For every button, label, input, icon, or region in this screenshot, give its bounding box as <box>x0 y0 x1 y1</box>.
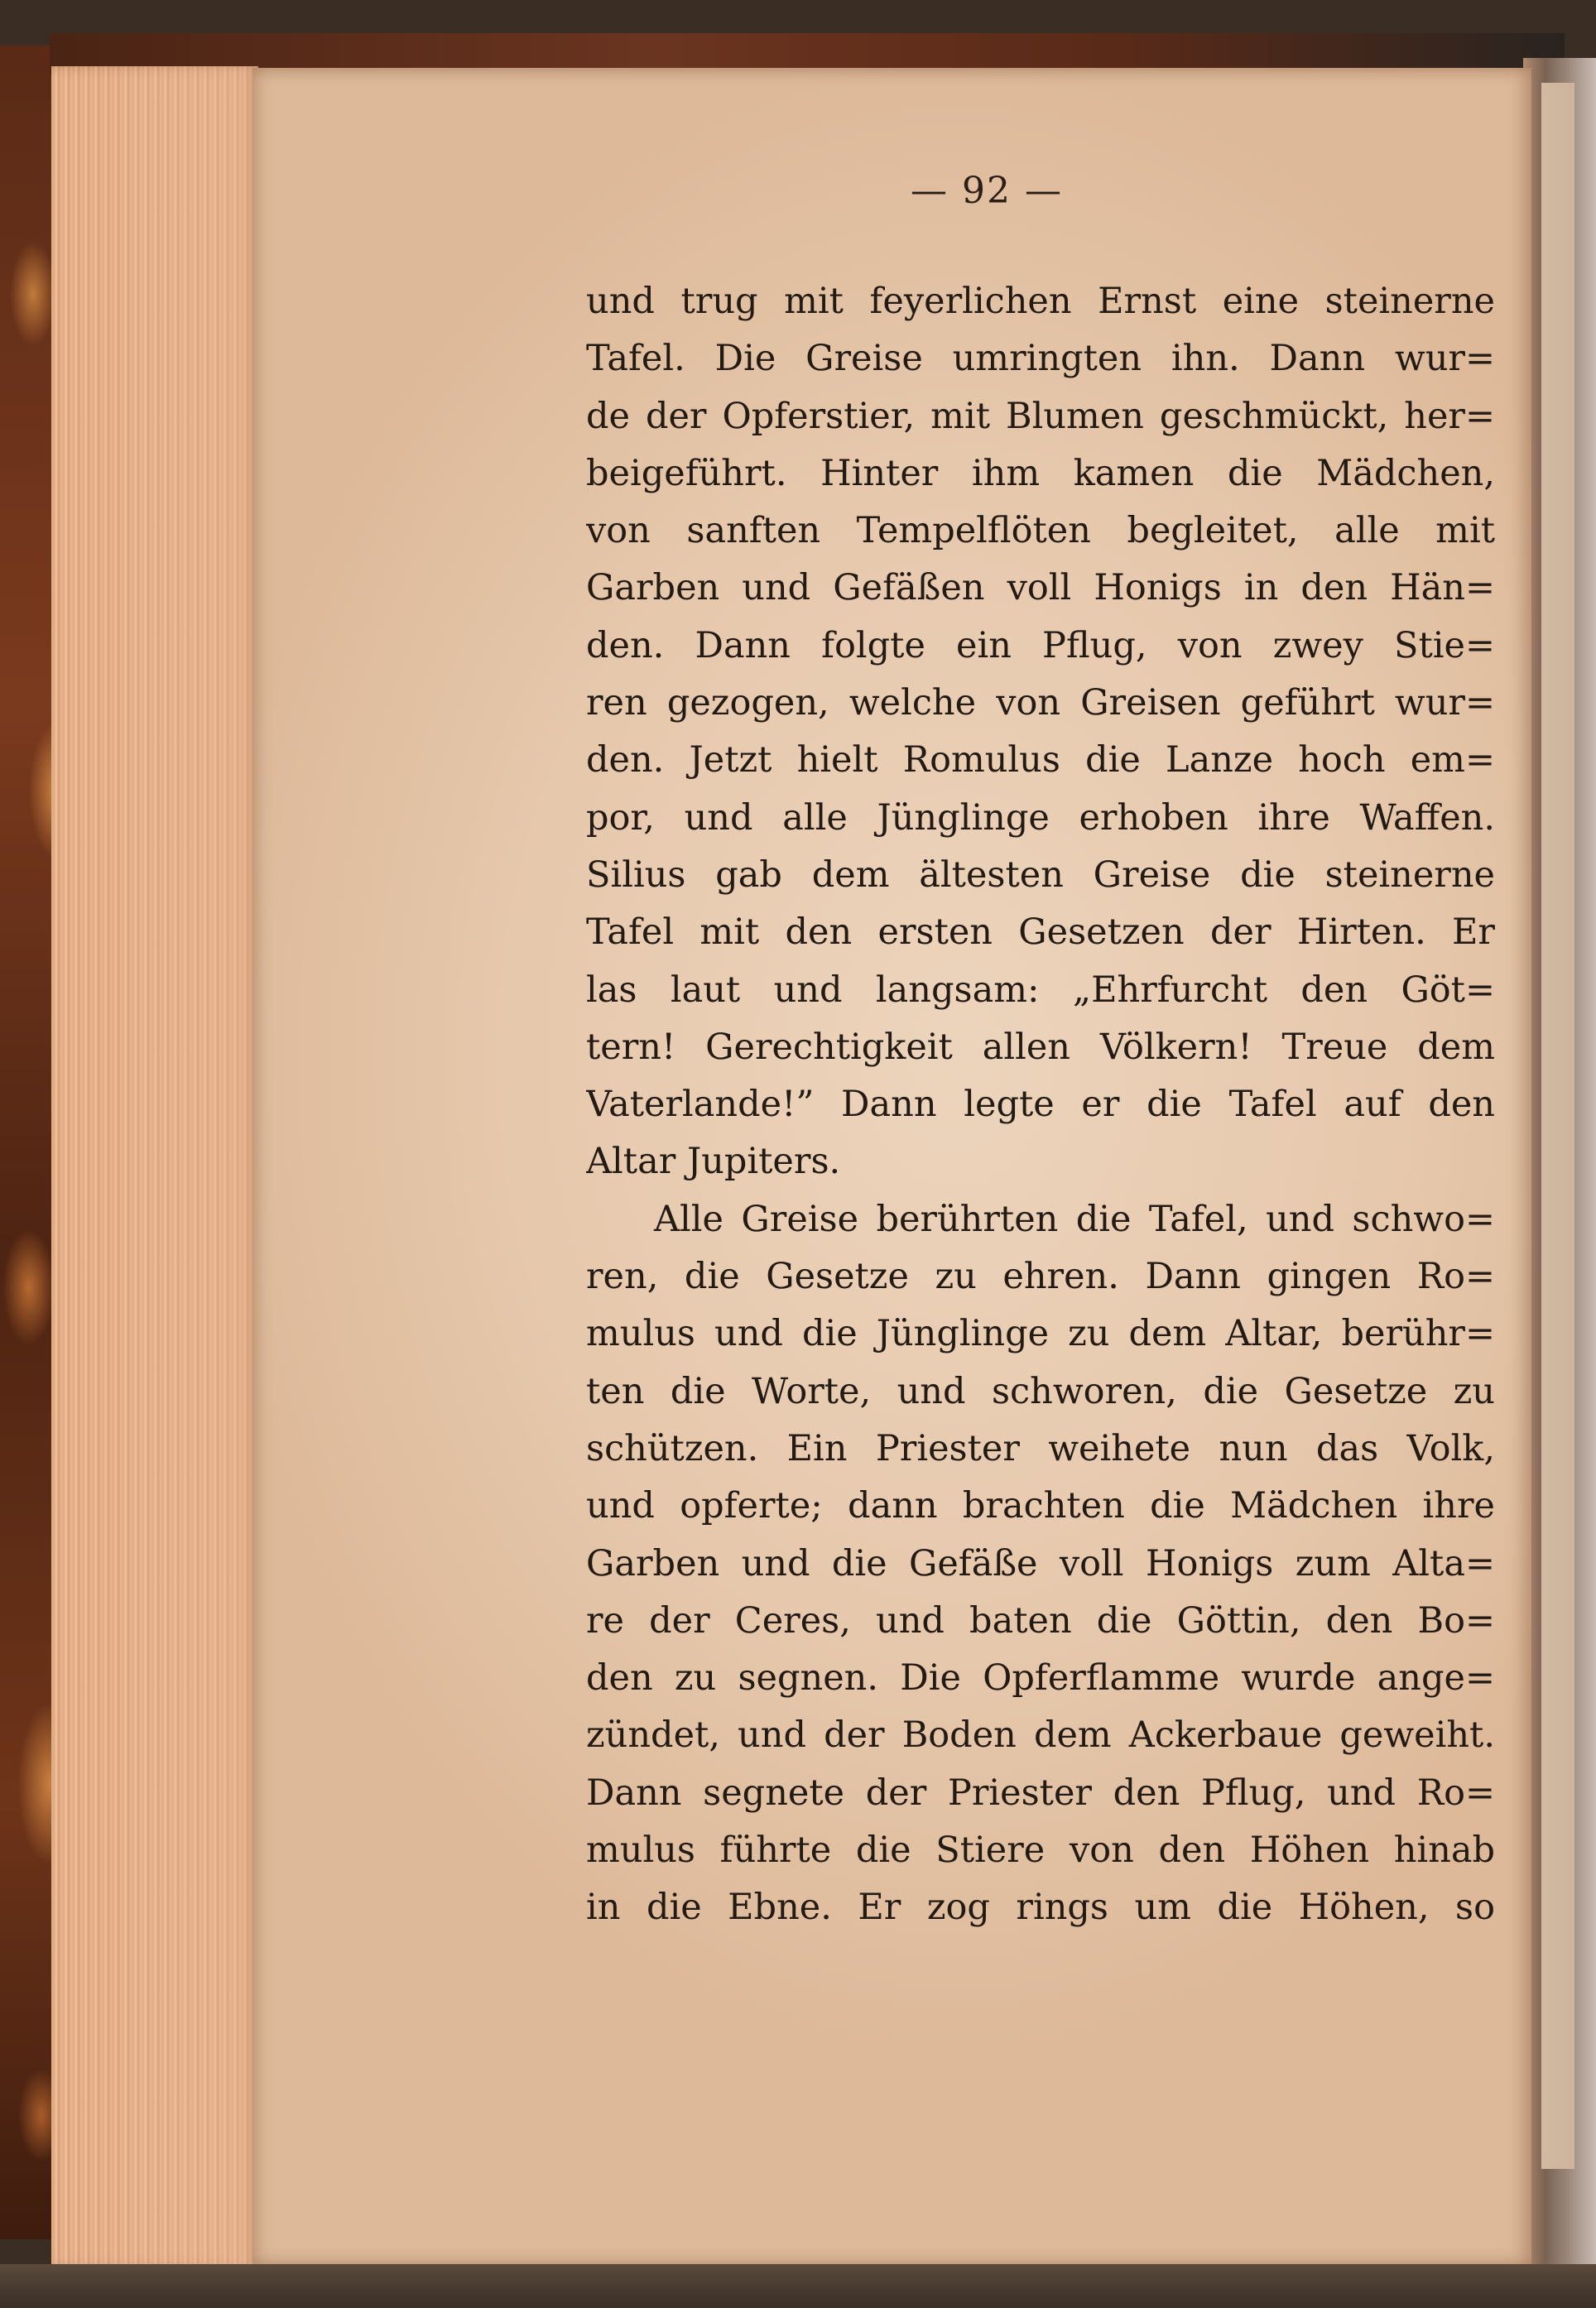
text-line-1: und trug mit feyerlichen Ernst eine steinerne <box>586 281 1495 322</box>
text-line-21: schützen. Ein Priester weihete nun das Volk, <box>586 1427 1495 1469</box>
text-line-17: Alle Greise berührten die Tafel, und schwo= <box>654 1198 1495 1240</box>
text-line-19: mulus und die Jünglinge zu dem Altar, berühr= <box>586 1313 1495 1355</box>
text-line-20: ten die Worte, und schworen, die Gesetze zu <box>586 1370 1495 1412</box>
text-line-15: Vaterlande!” Dann legte er die Tafel auf den <box>586 1084 1495 1126</box>
text-line-29: in die Ebne. Er zog rings um die Höhen, so <box>586 1887 1495 1929</box>
text-line-4: beigeführt. Hinter ihm kamen die Mädchen, <box>586 452 1495 494</box>
text-line-6: Garben und Gefäßen voll Honigs in den Hän= <box>586 567 1495 609</box>
text-line-7: den. Dann folgte ein Pflug, von zwey Stie= <box>586 624 1495 666</box>
text-line-16: Altar Jupiters. <box>586 1141 841 1183</box>
text-line-26: zündet, und der Boden dem Ackerbaue geweiht. <box>586 1714 1495 1757</box>
text-line-10: por, und alle Jünglinge erhoben ihre Waffen. <box>586 796 1495 839</box>
text-line-24: re der Ceres, und baten die Göttin, den Bo= <box>586 1599 1495 1642</box>
text-line-2: Tafel. Die Greise umringten ihn. Dann wur= <box>586 338 1495 380</box>
text-line-5: von sanften Tempelflöten begleitet, alle mit <box>586 510 1495 552</box>
page-edges-shading <box>51 66 258 2268</box>
text-line-22: und opferte; dann brachten die Mädchen ihre <box>586 1485 1495 1527</box>
text-line-23: Garben und die Gefäße voll Honigs zum Alta= <box>586 1542 1495 1584</box>
text-line-28: mulus führte die Stiere von den Höhen hinab <box>586 1830 1495 1872</box>
page-text-block <box>586 273 1495 1995</box>
text-line-25: den zu segnen. Die Opferflamme wurde ange= <box>586 1657 1495 1700</box>
text-line-13: las laut und langsam: „Ehrfurcht den Göt= <box>586 969 1495 1011</box>
text-line-8: ren gezogen, welche von Greisen geführt wur= <box>586 682 1495 724</box>
text-line-11: Silius gab dem ältesten Greise die steinerne <box>586 853 1495 896</box>
page-number: — 92 — <box>911 170 1063 212</box>
text-line-14: tern! Gerechtigkeit allen Völkern! Treue dem <box>586 1026 1495 1068</box>
bottom-background <box>0 2264 1596 2308</box>
text-line-12: Tafel mit den ersten Gesetzen der Hirten. Er <box>586 911 1495 954</box>
text-line-9: den. Jetzt hielt Romulus die Lanze hoch em= <box>586 739 1495 781</box>
text-line-3: de der Opferstier, mit Blumen geschmückt, her= <box>586 395 1495 437</box>
text-line-18: ren, die Gesetze zu ehren. Dann gingen Ro= <box>586 1256 1495 1298</box>
facing-page-edge <box>1541 83 1574 2169</box>
text-line-27: Dann segnete der Priester den Pflug, und Ro= <box>586 1772 1495 1814</box>
